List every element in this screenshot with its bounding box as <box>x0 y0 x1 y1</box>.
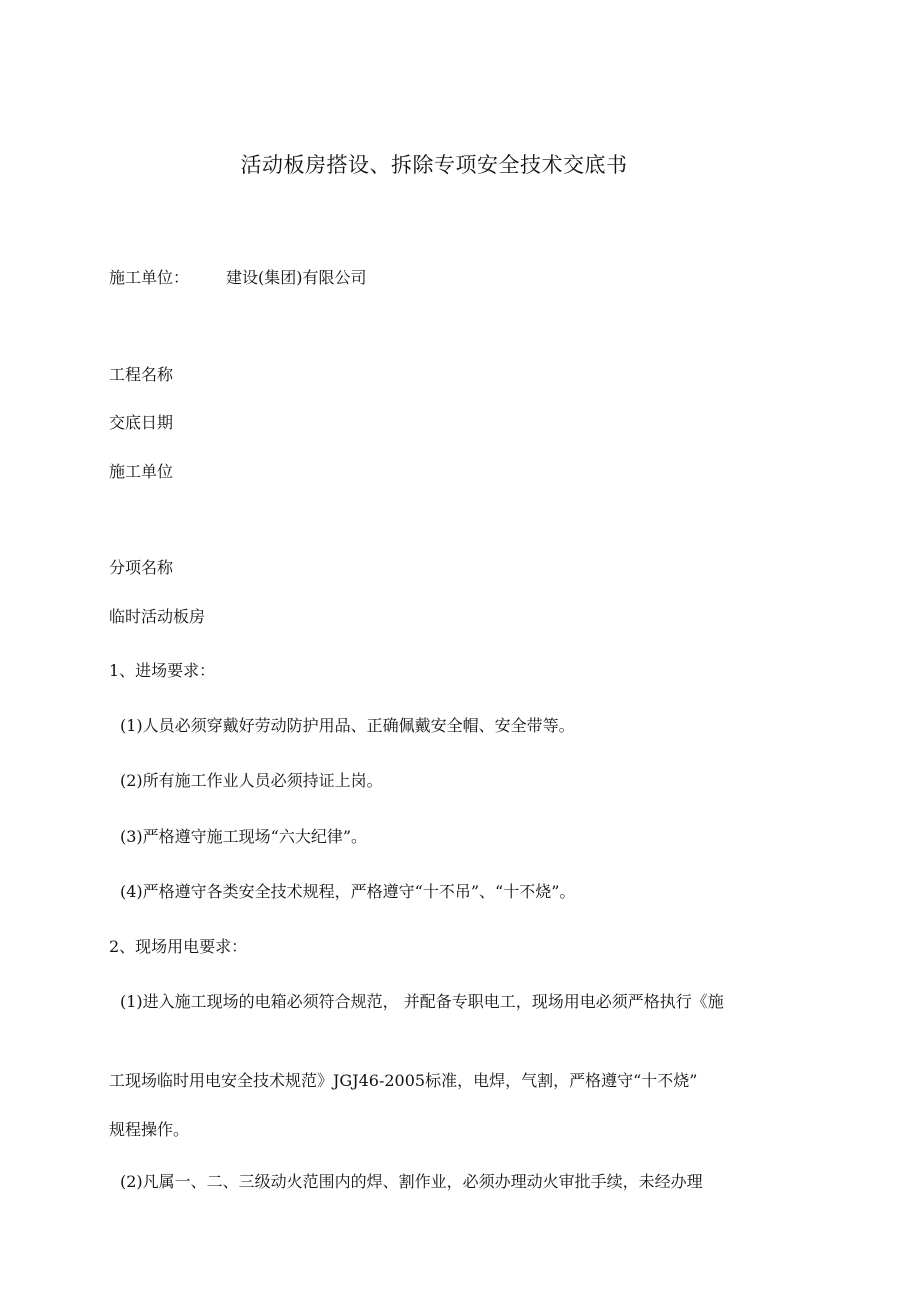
section1-heading: 1、进场要求： <box>109 661 216 680</box>
section2-heading: 2、现场用电要求： <box>109 937 248 956</box>
subitem-value: 临时活动板房 <box>109 607 206 626</box>
section2-item1-line3: 规程操作。 <box>109 1120 190 1139</box>
construction-unit-value: 建设(集团)有限公司 <box>226 268 367 287</box>
section1-item-4: (4)严格遵守各类安全技术规程，严格遵守“十不吊”、“十不烧”。 <box>120 882 576 901</box>
document-title: 活动板房搭设、拆除专项安全技术交底书 <box>240 153 628 177</box>
section1-item-2: (2)所有施工作业人员必须持证上岗。 <box>120 771 383 790</box>
section2-item2-line1: (2)凡属一、二、三级动火范围内的焊、割作业，必须办理动火审批手续，未经办理 <box>120 1172 703 1191</box>
construction-unit-label: 施工单位： <box>109 268 190 287</box>
section1-item-3: (3)严格遵守施工现场“六大纪律”。 <box>120 827 368 846</box>
subitem-label: 分项名称 <box>109 558 174 577</box>
section2-item1-line2: 工现场临时用电安全技术规范》JGJ46-2005标准，电焊，气割，严格遵守“十不烧” <box>109 1071 698 1090</box>
field-construction-unit: 施工单位 <box>109 462 174 481</box>
field-disclosure-date: 交底日期 <box>109 413 174 432</box>
section2-item1-line1: (1)进入施工现场的电箱必须符合规范， 并配备专职电工，现场用电必须严格执行《施 <box>120 992 724 1011</box>
section1-item-1: (1)人员必须穿戴好劳动防护用品、正确佩戴安全帽、安全带等。 <box>120 716 575 735</box>
field-project-name: 工程名称 <box>109 365 174 384</box>
